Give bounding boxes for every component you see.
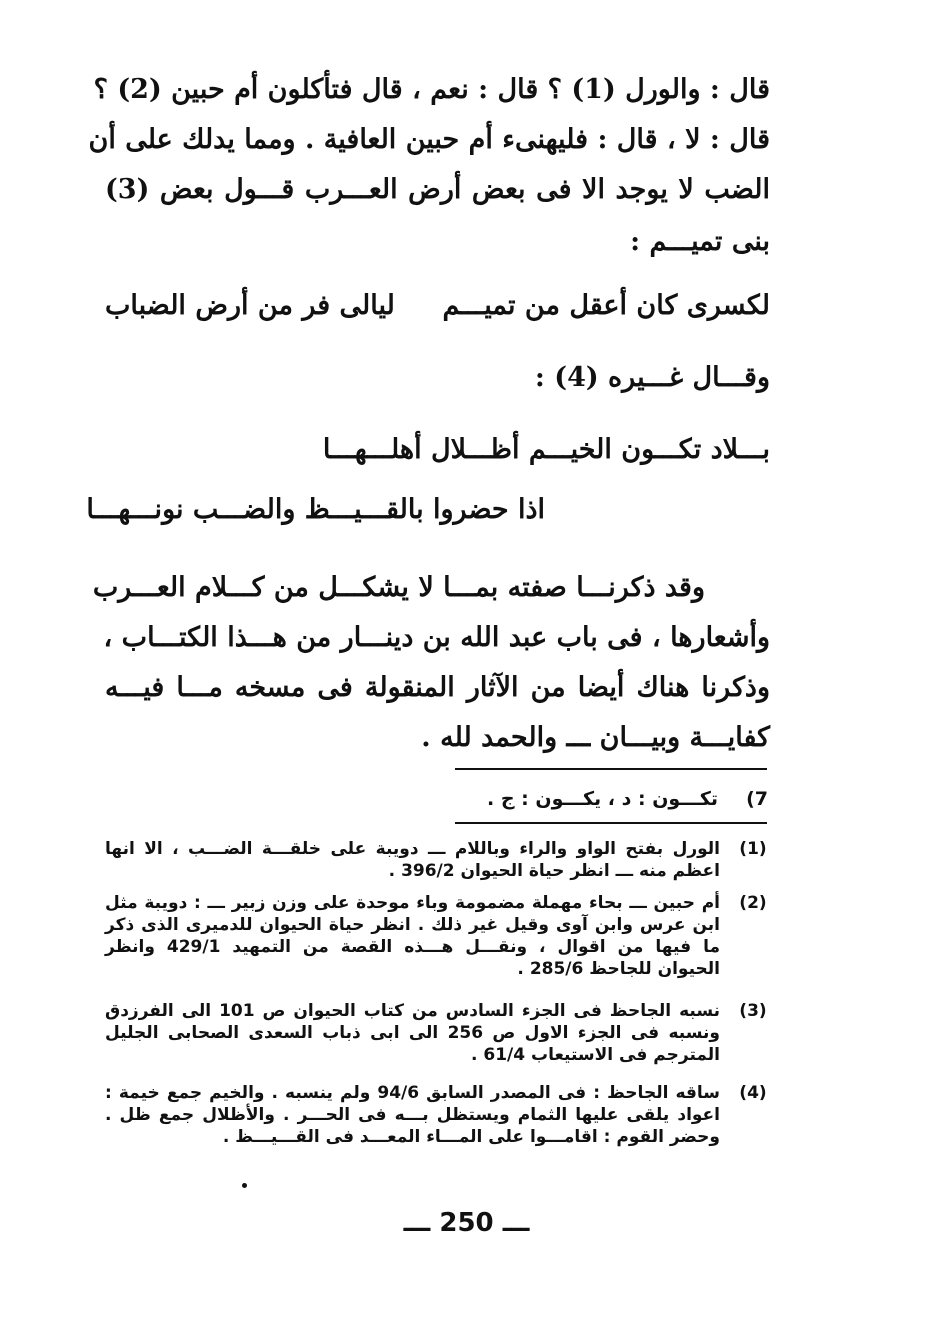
footnote-1-number: (1) xyxy=(739,839,767,859)
paragraph-line-1: وقد ذكرنـــا صفته بمـــا لا يشكـــل من كـــلام العـــرب xyxy=(92,572,705,603)
footnote-1 xyxy=(105,838,770,886)
page-number: ـــ 250 ـــ xyxy=(403,1208,530,1238)
main-line-2: قال : لا ، قال : فليهنىء أم حبين العافية . ومما يدلك على أن xyxy=(88,124,770,155)
paragraph-line-2: وأشعارها ، فى باب عبد الله بن دينـــار من هـــذا الكتـــاب ، xyxy=(103,622,770,653)
paragraph-line-4: كفايـــة وبيـــان ـــ والحمد لله . xyxy=(421,722,770,753)
variant-note-text: تكـــون : د ، يكـــون : ج . xyxy=(487,788,718,810)
verse-2-line-b: اذا حضروا بالقـــيـــظ والضـــب نونـــهـــا xyxy=(86,494,545,525)
verse-1-hemistich-a: لكسرى كان أعقل من تميـــم xyxy=(442,290,770,321)
footnote-4-number: (4) xyxy=(739,1083,767,1103)
footnote-1-text: الورل بفتح الواو والراء وباللام ـــ دويبة على خلقـــة الضـــب ، الا انها اعظم منه ـــ انظر حياة الحيوان 396/2 . xyxy=(105,839,720,881)
footnote-2-number: (2) xyxy=(739,893,767,913)
main-line-1: قال : والورل (1) ؟ قال : نعم ، قال فتأكلون أم حبين (2) ؟ xyxy=(93,74,770,105)
footnote-2-text: أم حبين ـــ بحاء مهملة مضمومة وباء موحدة على وزن زبير ـــ : دويبة مثل ابن عرس وابن آوى وقيل غير ذلك . انظر حياة الحيوان للدميرى الذى ذكر ما فيها من اقوال ، ونقـــل هـــذه القصة من التمهيد 429/1 وانظر الحيوان للجاحظ 285/6 . xyxy=(105,893,720,979)
footnote-3-number: (3) xyxy=(739,1001,767,1021)
verse-2-intro: وقـــال غـــيره (4) : xyxy=(534,362,770,393)
main-line-3: الضب لا يوجد الا فى بعض أرض العـــرب قـــول بعض (3) xyxy=(105,174,770,205)
footnote-separator xyxy=(455,822,767,824)
footnote-separator-top xyxy=(455,768,767,770)
footnote-3-text: نسبه الجاحظ فى الجزء السادس من كتاب الحيوان ص 101 الى الفرزدق ونسبه فى الجزء الاول ص 256 الى ابى ذباب السعدى الصحابى الجليل المترجم فى الاستيعاب 61/4 . xyxy=(105,1001,721,1065)
verse-2-line-a: بـــلاد تكـــون الخيـــم أظـــلال أهلـــهـــا xyxy=(322,434,770,465)
footnote-4 xyxy=(105,1082,770,1182)
footnote-2 xyxy=(105,892,770,992)
stray-dot xyxy=(242,1183,247,1188)
main-line-4: بنى تميـــم : xyxy=(630,226,770,257)
verse-1-hemistich-b: ليالى فر من أرض الضباب xyxy=(105,290,395,321)
footnote-4-text: ساقه الجاحظ : فى المصدر السابق 94/6 ولم ينسبه . والخيم جمع خيمة : اعواد يلقى عليها الثمام ويستظل بـــه فى الحـــر . والأظلال جمع ظل . وحضر القوم : اقامـــوا على المـــاء المعـــد فى القـــيـــظ . xyxy=(105,1083,721,1147)
variant-note-number: 7) xyxy=(746,788,768,810)
footnote-3 xyxy=(105,1000,770,1076)
paragraph-line-3: وذكرنا هناك أيضا من الآثار المنقولة فى مسخه مـــا فيـــه xyxy=(105,672,770,703)
